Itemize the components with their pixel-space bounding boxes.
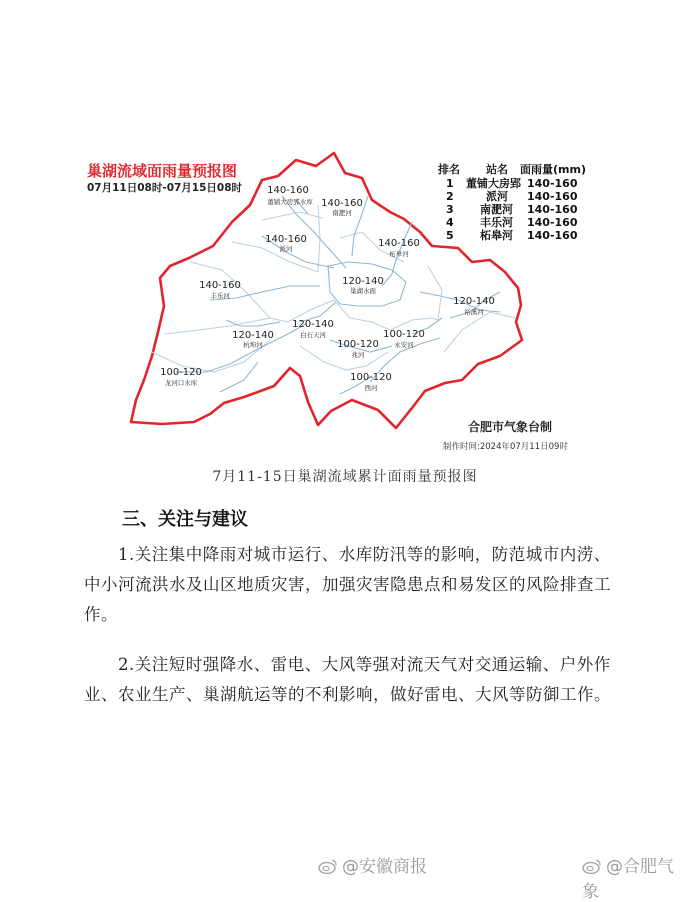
rank-cell: 5 <box>446 229 454 242</box>
rain-cell: 140-160 <box>527 177 578 190</box>
region-name: 龙河口水库 <box>164 379 198 387</box>
weibo-icon <box>582 858 602 874</box>
region-name: 兆河 <box>351 351 365 359</box>
advice-paragraph-1: 1.关注集中降雨对城市运行、水库防汛等的影响，防范城市内涝、中小河流洪水及山区地质灾害，加强灾害隐患点和易发区的风险排查工作。 <box>84 545 611 624</box>
region-dongpu <box>267 185 313 206</box>
region-value: 120-140 <box>342 276 384 287</box>
region-value: 120-140 <box>453 296 495 307</box>
station-cell: 柘皋河 <box>480 229 513 242</box>
rank-cell: 2 <box>446 190 454 203</box>
table-header-rank: 排名 <box>438 163 460 176</box>
region-value: 100-120 <box>337 339 379 350</box>
region-name: 南淝河 <box>332 209 352 217</box>
table-row <box>446 228 578 242</box>
region-value: 120-140 <box>232 330 274 341</box>
region-longhekou <box>160 367 202 387</box>
station-cell: 董铺大房郢 <box>466 177 521 190</box>
table-row <box>446 215 578 229</box>
region-name: 董铺大房郢水库 <box>267 198 313 206</box>
region-value: 120-140 <box>292 319 334 330</box>
map-producer: 合肥市气象台制 <box>468 420 553 434</box>
rain-cell: 140-160 <box>527 229 578 242</box>
rank-cell: 1 <box>446 177 454 190</box>
figure-caption: 7月11-15日巢湖流域累计面雨量预报图 <box>212 469 478 485</box>
rain-cell: 140-160 <box>527 216 578 229</box>
station-cell: 南淝河 <box>480 203 513 216</box>
map-period: 07月11日08时-07月15日08时 <box>87 182 243 194</box>
region-name: 巢湖水面 <box>350 287 376 295</box>
table-header-rain: 面雨量(mm) <box>520 163 586 176</box>
region-name: 派河 <box>279 245 293 253</box>
ranking-table <box>438 162 586 242</box>
region-value: 140-160 <box>378 238 420 249</box>
region-value: 140-160 <box>267 185 309 196</box>
region-value: 100-120 <box>160 367 202 378</box>
watermark-hefei-qixiang <box>582 852 690 902</box>
region-value: 140-160 <box>321 198 363 209</box>
map-made-time: 制作时间:2024年07月11日09时 <box>443 442 568 452</box>
watermark-anhui-shangbao <box>318 852 427 877</box>
table-row <box>446 189 578 203</box>
region-name: 丰乐河 <box>210 292 230 300</box>
region-value: 100-120 <box>350 372 392 383</box>
region-name: 西河 <box>364 384 378 392</box>
region-name: 柘皋河 <box>389 250 409 258</box>
region-name: 裕溪河 <box>464 308 484 316</box>
table-row <box>446 176 578 190</box>
region-name: 白石天河 <box>300 331 326 339</box>
weibo-icon <box>318 858 338 874</box>
watermark-text: @合肥气象 <box>582 857 674 902</box>
station-cell: 派河 <box>486 190 508 203</box>
watermark-text: @安徽商报 <box>342 857 427 877</box>
rain-cell: 140-160 <box>527 190 578 203</box>
map-title: 巢湖流域面雨量预报图 <box>87 162 238 180</box>
section-heading: 三、关注与建议 <box>122 509 248 530</box>
table-row <box>446 202 578 216</box>
region-value: 140-160 <box>199 280 241 291</box>
table-header-station: 站名 <box>486 163 508 176</box>
region-name: 永安河 <box>394 341 414 349</box>
station-cell: 丰乐河 <box>480 216 513 229</box>
rank-cell: 3 <box>446 203 454 216</box>
region-value: 100-120 <box>383 329 425 340</box>
advice-paragraph-2: 2.关注短时强降水、雷电、大风等强对流天气对交通运输、户外作业、农业生产、巢湖航运等的不利影响，做好雷电、大风等防御工作。 <box>84 655 611 704</box>
rank-cell: 4 <box>446 216 454 229</box>
rain-cell: 140-160 <box>527 203 578 216</box>
region-name: 杭埠河 <box>243 341 263 349</box>
region-value: 140-160 <box>265 234 307 245</box>
